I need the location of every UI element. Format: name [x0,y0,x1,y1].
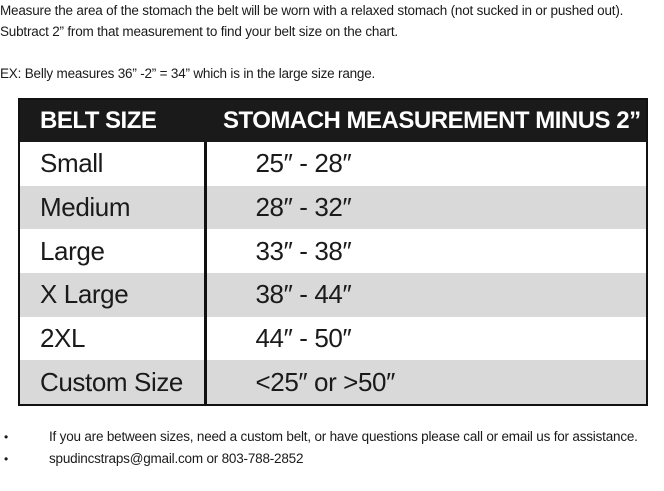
table-row [19,317,647,361]
size-cell: Large [19,229,205,273]
measurement-cell: 44″ - 50″ [205,317,647,361]
measurement-cell: 33″ - 38″ [205,229,647,273]
table-row [19,186,647,230]
example-text: EX: Belly measures 36” -2” = 34” which is in the large size range. [0,66,376,81]
notes-list [0,426,664,470]
size-cell: Small [19,142,205,186]
size-cell: Custom Size [19,360,205,405]
instruction-line-2: Subtract 2” from that measurement to find your belt size on the chart. [0,24,398,39]
header-belt-size: BELT SIZE [19,99,205,142]
table-row [19,229,647,273]
header-stomach-measurement: STOMACH MEASUREMENT MINUS 2” [205,99,647,142]
note-text: If you are between sizes, need a custom belt, or have questions please call or email us for assistance. [49,429,638,444]
measurement-cell: 28″ - 32″ [205,186,647,230]
bullet-icon: • [4,430,9,444]
measurement-cell: 25″ - 28″ [205,142,647,186]
list-item [0,426,664,448]
belt-size-chart [18,98,648,406]
table-header-row [19,99,647,142]
size-cell: Medium [19,186,205,230]
table-row [19,273,647,317]
size-cell: 2XL [19,317,205,361]
contact-text: spudincstraps@gmail.com or 803-788-2852 [49,451,304,466]
measurement-cell: <25″ or >50″ [205,360,647,405]
bullet-icon: • [4,452,9,466]
list-item [0,448,664,470]
size-cell: X Large [19,273,205,317]
measurement-cell: 38″ - 44″ [205,273,647,317]
table-row [19,142,647,186]
instruction-line-1: Measure the area of the stomach the belt will be worn with a relaxed stomach (not sucked in or pushed out). [0,3,624,18]
table-row [19,360,647,405]
instructions [0,0,664,42]
